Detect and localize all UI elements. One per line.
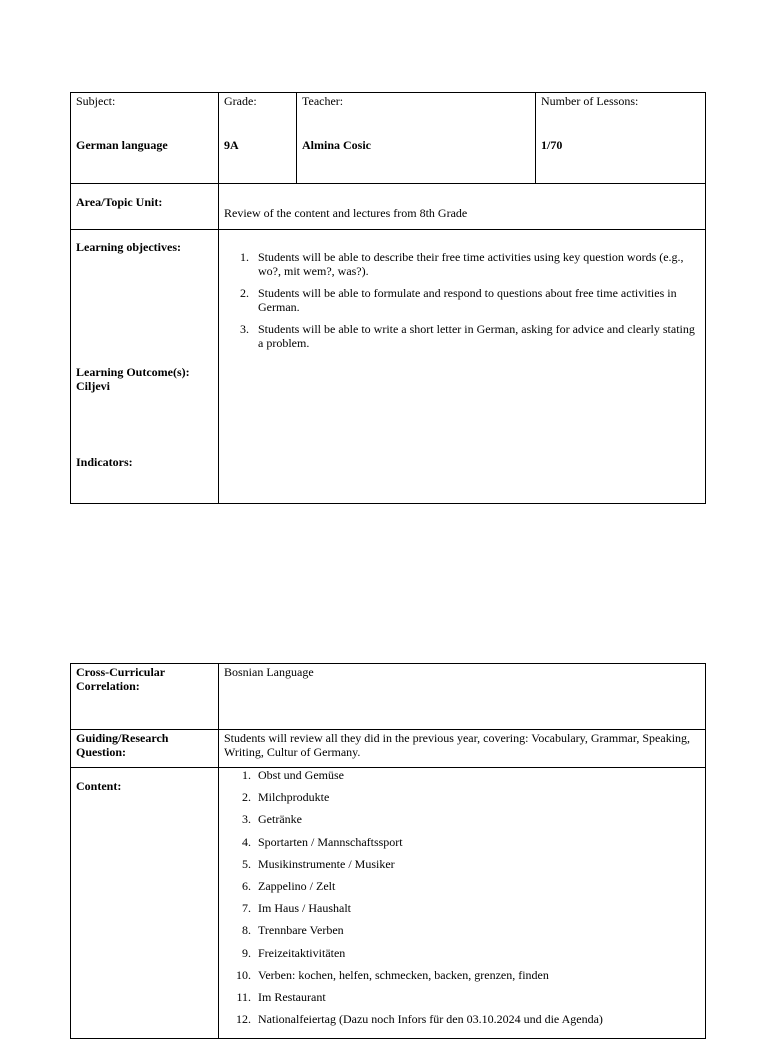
guiding-label-cell: [71, 730, 219, 768]
objective-text: Students will be able to describe their free time activities using key question words (e.g., wo?, mit wem?, was?).: [258, 250, 684, 278]
content-item: [242, 812, 700, 834]
objectives-row: [71, 230, 706, 504]
subject-label: Subject:: [76, 94, 116, 108]
indicators-label: Indicators:: [76, 455, 133, 469]
content-item: [236, 989, 700, 1012]
guiding-question-label: Guiding/Research Question:: [76, 731, 169, 759]
content-item-number: 8.: [242, 923, 251, 938]
content-label: Content:: [76, 779, 122, 793]
lesson-plan-content-table: [70, 663, 706, 1039]
cross-curricular-row: [71, 664, 706, 730]
subject-cell: [71, 93, 219, 184]
objective-number: 1.: [240, 250, 249, 264]
teacher-cell: [297, 93, 536, 184]
content-item-number: 11.: [236, 989, 251, 1004]
cross-label-cell: [71, 664, 219, 730]
content-item: [242, 945, 700, 968]
content-item-text: Nationalfeiertag (Dazu noch Infors für den 03.10.2024 und die Agenda): [258, 1012, 603, 1027]
objectives-list-cell: [219, 230, 706, 504]
content-item-number: 9.: [242, 945, 251, 960]
area-label: Area/Topic Unit:: [76, 195, 163, 209]
content-item-text: Trennbare Verben: [258, 923, 344, 938]
objective-item: [240, 322, 700, 350]
content-item-number: 2.: [242, 790, 251, 805]
content-row: [71, 768, 706, 1039]
content-item-number: 1.: [242, 768, 251, 782]
content-item: [236, 967, 700, 990]
lessons-cell: [536, 93, 706, 184]
content-item-text: Zappelino / Zelt: [258, 878, 336, 893]
objective-number: 3.: [240, 322, 249, 336]
objective-item: [240, 250, 700, 278]
guiding-value-cell: [219, 730, 706, 768]
content-item-number: 12.: [236, 1012, 251, 1027]
cross-curricular-value: Bosnian Language: [224, 665, 314, 679]
content-label-cell: [71, 768, 219, 1039]
content-item: [242, 878, 700, 901]
content-item: [242, 834, 700, 857]
content-item-number: 6.: [242, 878, 251, 893]
lessons-value: 1/70: [541, 138, 563, 152]
content-item: [242, 856, 700, 879]
objective-number: 2.: [240, 286, 249, 300]
objectives-list: [224, 250, 700, 350]
objective-text: Students will be able to formulate and respond to questions about free time activities in German.: [258, 286, 677, 314]
grade-label: Grade:: [224, 94, 257, 108]
content-item-text: Freizeitaktivitäten: [258, 945, 346, 960]
cross-value-cell: [219, 664, 706, 730]
content-item-text: Getränke: [258, 812, 302, 827]
objectives-label: Learning objectives:: [76, 240, 181, 254]
content-list: [224, 768, 700, 1034]
content-item: [236, 1012, 700, 1034]
area-value: Review of the content and lectures from 8th Grade: [224, 206, 468, 220]
grade-value: 9A: [224, 138, 239, 152]
teacher-value: Almina Cosic: [302, 138, 371, 152]
content-item-text: Musikinstrumente / Musiker: [258, 856, 395, 871]
cross-curricular-label: Cross-Curricular Correlation:: [76, 665, 165, 693]
content-item: [242, 790, 700, 812]
content-item-text: Sportarten / Mannschaftssport: [258, 834, 403, 849]
guiding-question-row: [71, 730, 706, 768]
grade-cell: [219, 93, 297, 184]
content-item-text: Im Restaurant: [258, 989, 326, 1004]
content-item: [242, 923, 700, 945]
area-row: [71, 184, 706, 230]
area-value-cell: [219, 184, 706, 230]
objective-item: [240, 286, 700, 314]
objective-text: Students will be able to write a short letter in German, asking for advice and clearly stating a problem.: [258, 322, 695, 350]
header-row: [71, 93, 706, 184]
outcome-label: Learning Outcome(s): Ciljevi: [76, 365, 190, 393]
content-item-text: Verben: kochen, helfen, schmecken, backen, grenzen, finden: [258, 967, 549, 982]
content-item-number: 3.: [242, 812, 251, 827]
objectives-label-cell: [71, 230, 219, 504]
guiding-question-value: Students will review all they did in the previous year, covering: Vocabulary, Grammar, Speaking, Writing, Cultur of Germany.: [224, 731, 691, 759]
content-item-text: Im Haus / Haushalt: [258, 901, 351, 916]
lesson-plan-header-table: [70, 92, 706, 504]
area-label-cell: [71, 184, 219, 230]
content-item-text: Obst und Gemüse: [258, 768, 344, 782]
content-item-number: 4.: [242, 834, 251, 849]
lessons-label: Number of Lessons:: [541, 94, 639, 108]
content-item-number: 7.: [242, 901, 251, 916]
content-item-number: 5.: [242, 856, 251, 871]
content-list-cell: [219, 768, 706, 1039]
content-item: [242, 901, 700, 923]
content-item-number: 10.: [236, 967, 251, 982]
subject-value: German language: [76, 138, 168, 152]
content-item: [242, 768, 700, 790]
content-item-text: Milchprodukte: [258, 790, 330, 805]
teacher-label: Teacher:: [302, 94, 344, 108]
